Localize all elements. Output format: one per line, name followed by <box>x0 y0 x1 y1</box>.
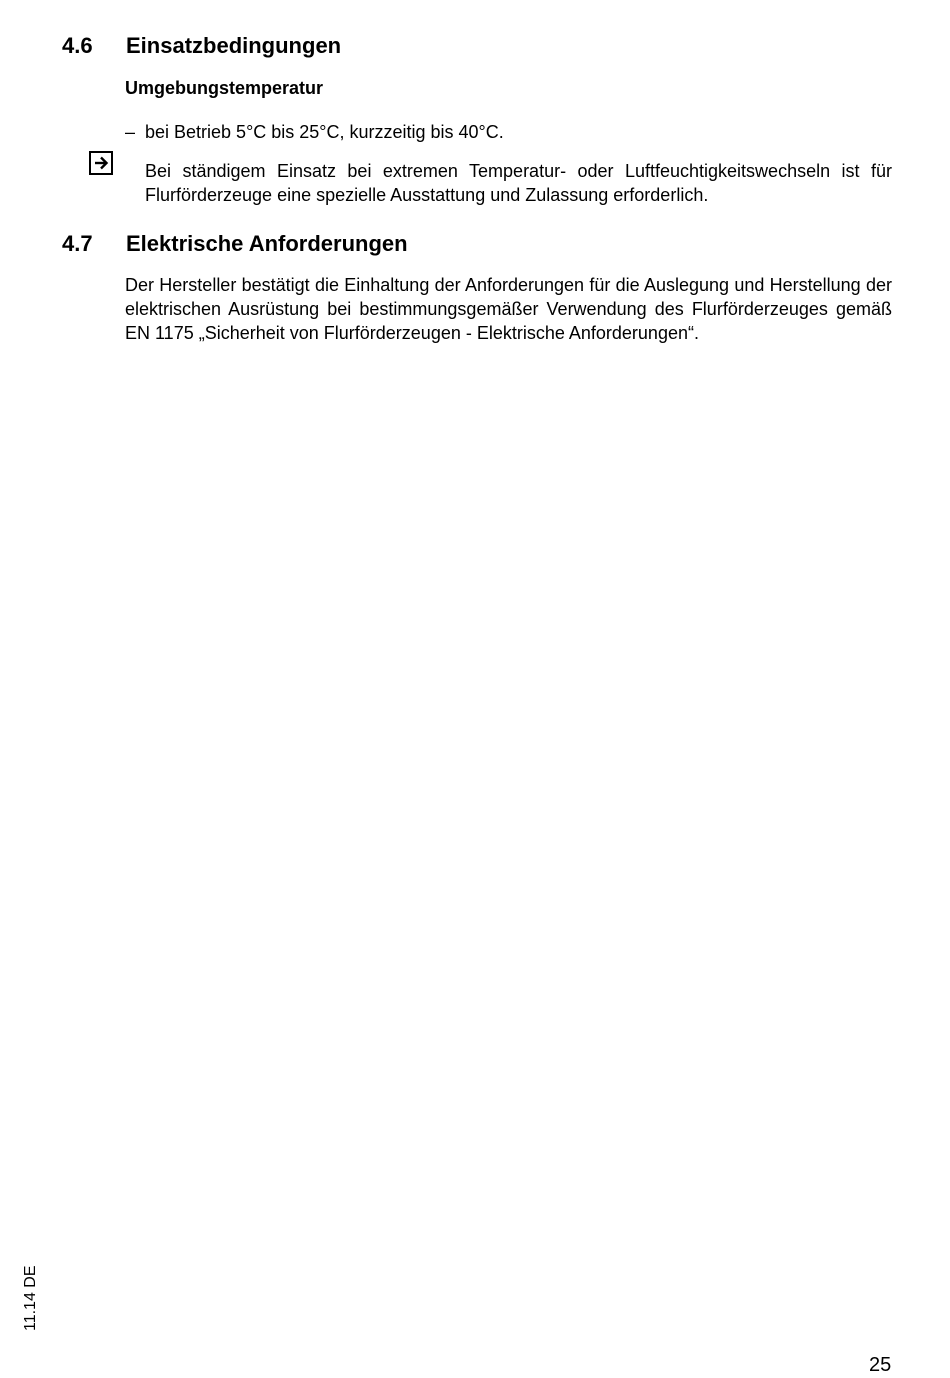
section-4-7-title: Elektrische Anforderungen <box>126 231 408 256</box>
note-text: Bei ständigem Einsatz bei extremen Temperatur- oder Luftfeuchtigkeitswechseln ist für Flurförderzeuge eine spezielle Ausstattung und Zulassung erforderlich. <box>145 161 892 205</box>
section-4-6-title: Einsatzbedingungen <box>126 33 342 58</box>
bullet-dash: – <box>125 122 136 142</box>
arrow-right-glyph <box>93 155 109 171</box>
bullet-text: bei Betrieb 5°C bis 25°C, kurzzeitig bis 40°C. <box>145 122 504 142</box>
page-number: 25 <box>869 1354 892 1376</box>
section-4-7-number: 4.7 <box>62 231 93 256</box>
temperature-bullet <box>125 121 504 143</box>
subheading-umgebungstemperatur: Umgebungstemperatur <box>125 78 324 98</box>
section-4-7-body: Der Hersteller bestätigt die Einhaltung der Anforderungen für die Auslegung und Herstellung der elektrischen Ausrüstung bei bestimmungsgemäßer Verwendung des Flurförderzeuges gemäß EN 1175 „Sicherheit von Flurförderzeugen - Elektrische Anforderungen“. <box>125 275 892 343</box>
arrow-right-box-icon <box>89 151 113 175</box>
section-4-6-number: 4.6 <box>62 33 93 58</box>
document-code: 11.14 DE <box>22 1265 39 1331</box>
